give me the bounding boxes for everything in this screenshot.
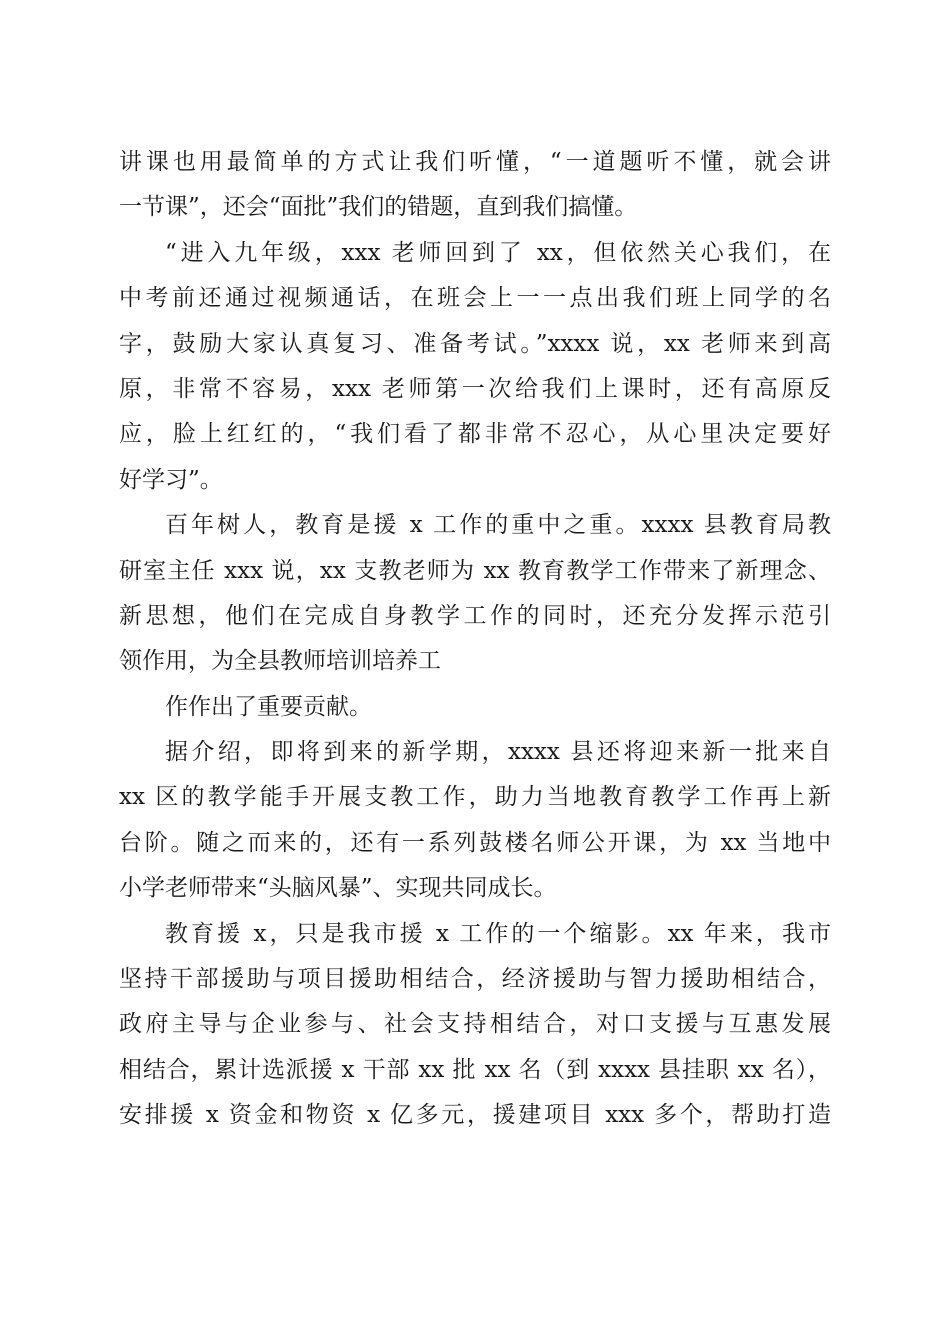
paragraph-first-line: 作作出了重要贡献。 bbox=[165, 693, 372, 720]
paragraph-first-line: 百年树人，教育是援 x 工作的重中之重。xxxx 县教育局教 bbox=[165, 512, 831, 539]
text-line: 好学习”。 bbox=[119, 466, 223, 493]
text-line: 新思想，他们在完成自身教学工作的同时，还充分发挥示范引 bbox=[119, 602, 831, 629]
text-line: 政府主导与企业参与、社会支持相结合，对口支援与互惠发展 bbox=[119, 1011, 831, 1038]
text-line: 中考前还通过视频通话，在班会上一一点出我们班上同学的名 bbox=[119, 285, 831, 312]
text-line: 讲课也用最简单的方式让我们听懂，“一道题听不懂，就会讲 bbox=[119, 149, 831, 175]
text-line: 一节课”，还会“面批”我们的错题，直到我们搞懂。 bbox=[119, 194, 638, 221]
paragraph-first-line: “进入九年级，xxx 老师回到了 xx，但依然关心我们，在 bbox=[165, 239, 831, 266]
text-line: 原，非常不容易，xxx 老师第一次给我们上课时，还有高原反 bbox=[119, 375, 831, 402]
text-line: 研室主任 xxx 说，xx 支教老师为 xx 教育教学工作带来了新理念、 bbox=[119, 557, 831, 584]
text-line: 台阶。随之而来的，还有一系列鼓楼名师公开课，为 xx 当地中 bbox=[119, 829, 831, 856]
text-line: 小学老师带来“头脑风暴”、实现共同成长。 bbox=[119, 875, 557, 902]
paragraph-first-line: 据介绍，即将到来的新学期，xxxx 县还将迎来新一批来自 bbox=[165, 739, 831, 766]
text-line: 字，鼓励大家认真复习、准备考试。”xxxx 说，xx 老师来到高 bbox=[119, 330, 831, 357]
document-body bbox=[119, 140, 831, 1139]
text-line: xx 区的教学能手开展支教工作，助力当地教育教学工作再上新 bbox=[119, 784, 831, 811]
text-line: 领作用，为全县教师培训培养工 bbox=[119, 648, 441, 675]
text-line: 安排援 x 资金和物资 x 亿多元，援建项目 xxx 多个，帮助打造 bbox=[119, 1102, 831, 1129]
text-line: 相结合，累计选派援 x 干部 xx 批 xx 名（到 xxxx 县挂职 xx 名）， bbox=[119, 1056, 831, 1083]
text-line: 应，脸上红红的，“我们看了都非常不忍心，从心里决定要好 bbox=[119, 421, 831, 448]
text-line: 坚持干部援助与项目援助相结合，经济援助与智力援助相结合， bbox=[119, 966, 831, 993]
paragraph-first-line: 教育援 x，只是我市援 x 工作的一个缩影。xx 年来，我市 bbox=[165, 920, 831, 947]
